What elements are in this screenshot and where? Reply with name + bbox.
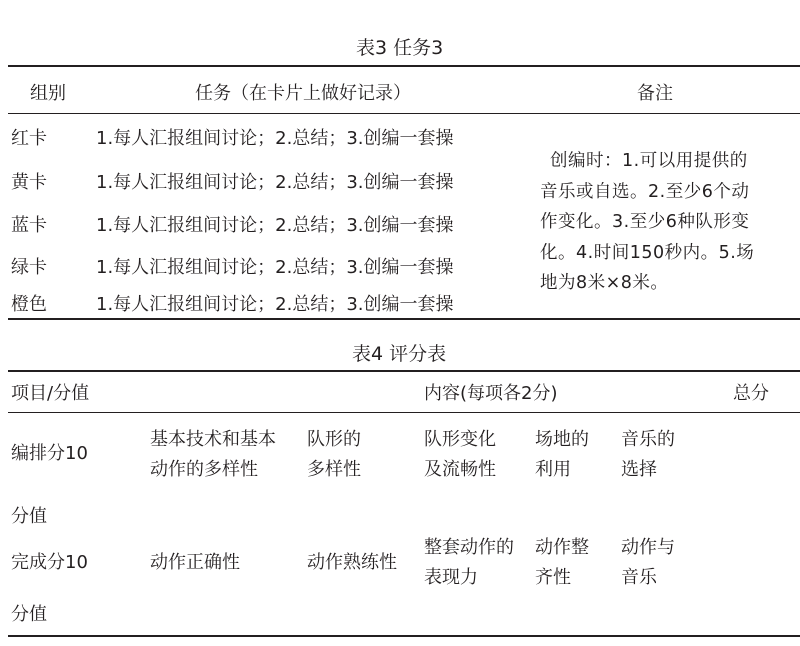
criterion-line: 音乐 [621,567,657,588]
table4-title: 表4 评分表 [352,343,447,365]
table3-bottom-rule [8,318,800,320]
criterion-line: 动作与 [621,537,675,558]
criterion-line: 表现力 [424,567,478,588]
table3-task-cell: 1.每人汇报组间讨论；2.总结；3.创编一套操 [96,294,454,315]
criterion-line: 齐性 [535,567,571,588]
table3-task-cell: 1.每人汇报组间讨论；2.总结；3.创编一套操 [96,215,454,236]
table4-header-item: 项目/分值 [11,383,90,404]
criterion-line: 及流畅性 [424,459,496,480]
table4-header-rule [8,412,800,413]
remark-line: 音乐或自选。2.至少6个动 [540,181,750,202]
criterion-line: 选择 [621,459,657,480]
criterion-line: 多样性 [307,459,361,480]
table3-group-cell: 黄卡 [11,172,47,193]
criterion-line: 动作的多样性 [150,459,258,480]
criterion-line: 利用 [535,459,571,480]
remark-line: 化。4.时间150秒内。5.场 [540,242,755,263]
row-label-unit: 分值 [11,604,47,625]
table3-title: 表3 任务3 [356,37,444,59]
table3-top-rule [8,65,800,67]
row-label: 完成分10 [11,552,88,573]
criterion-line: 基本技术和基本 [150,429,276,450]
table3-group-cell: 绿卡 [11,257,47,278]
criterion-line: 动作熟练性 [307,552,397,573]
criterion-line: 队形的 [307,429,361,450]
criterion-line: 动作正确性 [150,552,240,573]
criterion-line: 队形变化 [424,429,496,450]
table3-header-remark: 备注 [637,83,673,104]
criterion-line: 音乐的 [621,429,675,450]
table4-bottom-rule [8,635,800,637]
table3-header-group: 组别 [30,83,66,104]
table4-header-content: 内容(每项各2分) [424,383,558,404]
table3-remark-cell [540,146,798,299]
criterion-line: 动作整 [535,537,589,558]
row-label-unit: 分值 [11,506,47,527]
table4-header-total: 总分 [733,383,769,404]
table3-group-cell: 红卡 [11,128,47,149]
table3-header-rule [8,113,800,114]
row-label: 编排分10 [11,443,88,464]
table3-group-cell: 蓝卡 [11,215,47,236]
criterion-line: 场地的 [535,429,589,450]
table3-task-cell: 1.每人汇报组间讨论；2.总结；3.创编一套操 [96,172,454,193]
table3-header-task: 任务（在卡片上做好记录） [195,83,411,104]
remark-line: 创编时：1.可以用提供的 [550,151,748,171]
remark-line: 作变化。3.至少6种队形变 [540,212,750,232]
table3-task-cell: 1.每人汇报组间讨论；2.总结；3.创编一套操 [96,128,454,149]
table3-task-cell: 1.每人汇报组间讨论；2.总结；3.创编一套操 [96,257,454,278]
table3-group-cell: 橙色 [11,294,47,315]
table4-top-rule [8,370,800,372]
criterion-line: 整套动作的 [424,537,514,558]
remark-line: 地为8米×8米。 [540,273,669,293]
